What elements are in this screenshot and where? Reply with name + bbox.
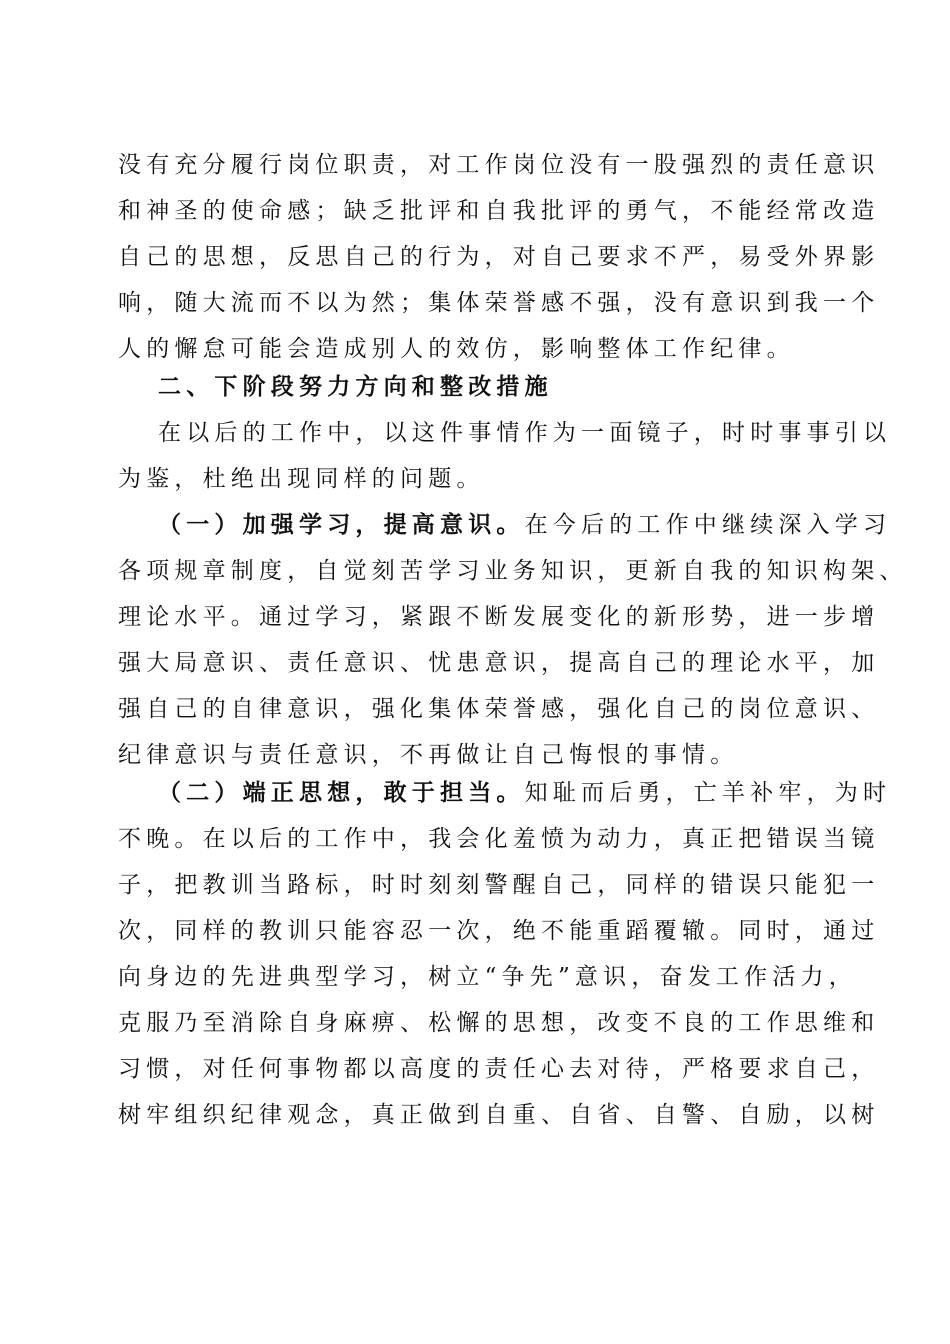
section-heading-block xyxy=(118,364,838,410)
text-line: 人的懈怠可能会造成别人的效仿，影响整体工作纪律。 xyxy=(118,336,795,362)
text-line: 克服乃至消除自身麻痹、松懈的思想，改变不良的工作思维和 xyxy=(118,1010,880,1036)
text-line: 没有充分履行岗位职责，对工作岗位没有一股强烈的责任意识 xyxy=(118,152,880,178)
text-line: 强大局意识、责任意识、忧患意识，提高自己的理论水平，加 xyxy=(118,650,880,676)
item-title: （二）端正思想，敢于担当。 xyxy=(158,780,525,806)
text-line: 在以后的工作中，以这件事情作为一面镜子，时时事事引以 xyxy=(158,420,892,446)
text-line: 为鉴，杜绝出现同样的问题。 xyxy=(118,466,485,492)
text-line: 强自己的自律意识，强化集体荣誉感，强化自己的岗位意识、 xyxy=(118,696,880,722)
text-line xyxy=(118,502,892,548)
text-line: 不晚。在以后的工作中，我会化羞愤为动力，真正把错误当镜 xyxy=(118,826,880,852)
text-line: 次，同样的教训只能容忍一次，绝不能重蹈覆辙。同时，通过 xyxy=(118,918,880,944)
text-line: 子，把教训当路标，时时刻刻警醒自己，同样的错误只能犯一 xyxy=(118,872,880,898)
item-text: 知耻而后勇，亡羊补牢，为时 xyxy=(524,780,892,806)
paragraph-shortcomings xyxy=(118,142,880,372)
text-line: 各项规章制度，自觉刻苦学习业务知识，更新自我的知识构架、 xyxy=(118,558,908,584)
text-line: 树牢组织纪律观念，真正做到自重、自省、自警、自励，以树 xyxy=(118,1102,880,1128)
text-line: 纪律意识与责任意识，不再做让自己悔恨的事情。 xyxy=(118,742,739,768)
text-line: 向身边的先进典型学习，树立“争先”意识，奋发工作活力， xyxy=(118,964,857,990)
text-line: 响，随大流而不以为然；集体荣誉感不强，没有意识到我一个 xyxy=(118,290,880,316)
item-correct-thinking xyxy=(118,770,892,1138)
text-line: 理论水平。通过学习，紧跟不断发展变化的新形势，进一步增 xyxy=(118,604,880,630)
paragraph-intro xyxy=(118,410,892,502)
item-strengthen-learning xyxy=(118,502,908,778)
section-heading: 二、下阶段努力方向和整改措施 xyxy=(158,374,553,400)
item-title: （一）加强学习，提高意识。 xyxy=(158,512,525,538)
text-line: 习惯，对任何事物都以高度的责任心去对待，严格要求自己， xyxy=(118,1056,880,1082)
text-line xyxy=(118,770,892,816)
text-line: 自己的思想，反思自己的行为，对自己要求不严，易受外界影 xyxy=(118,244,880,270)
item-text: 在今后的工作中继续深入学习 xyxy=(524,512,892,538)
text-line: 和神圣的使命感；缺乏批评和自我批评的勇气，不能经常改造 xyxy=(118,198,880,224)
